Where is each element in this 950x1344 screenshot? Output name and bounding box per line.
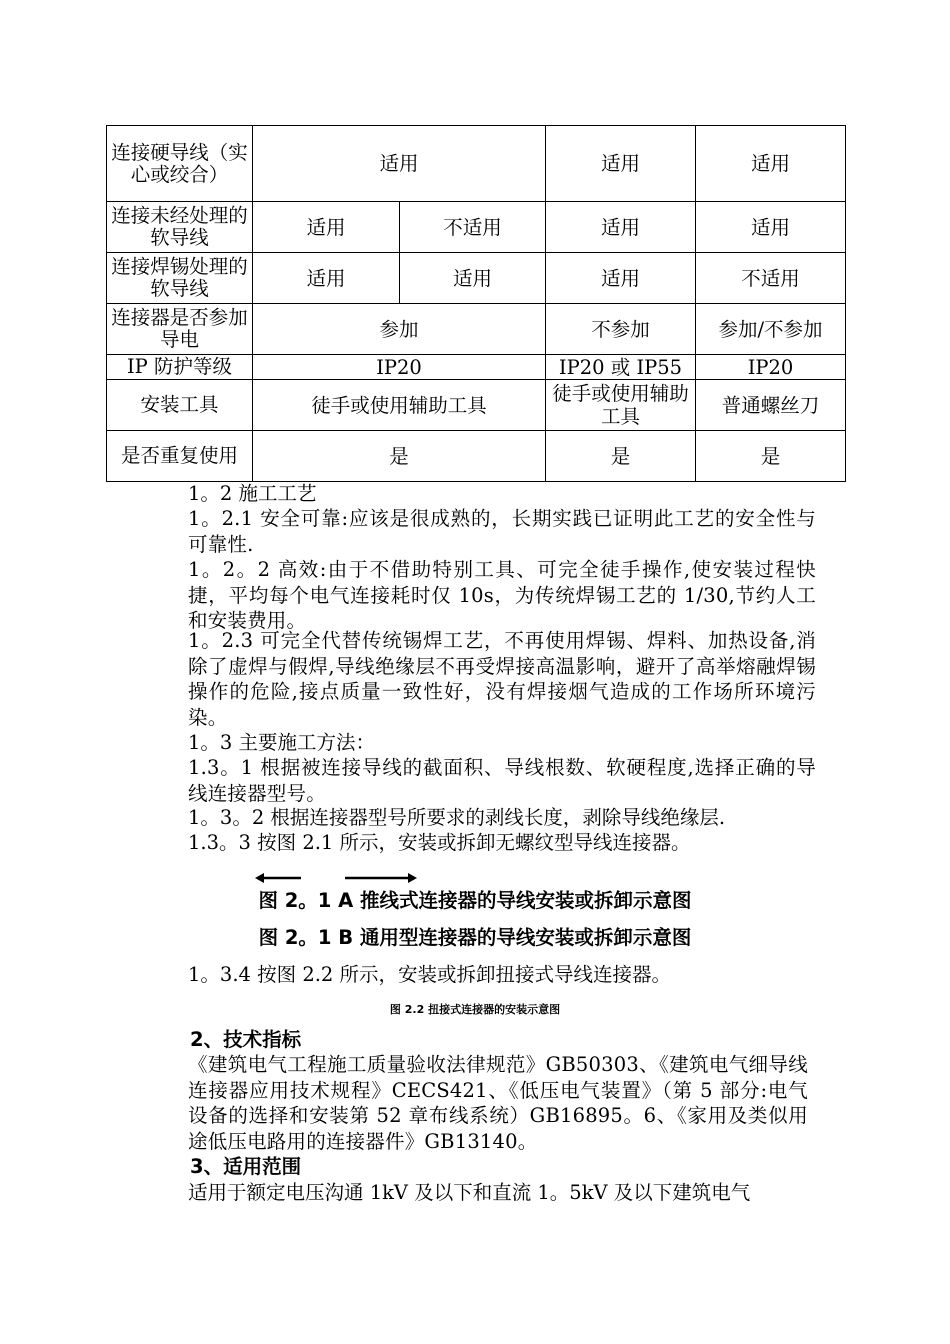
table-cell: 徒手或使用辅助工具	[253, 380, 546, 431]
table-row	[107, 304, 846, 355]
paragraph-1-2-1	[146, 506, 816, 557]
figure-caption-2-2: 图 2.2 扭接式连接器的安装示意图	[389, 1003, 561, 1016]
section-heading-1-3: 1。3 主要施工方法：	[188, 731, 376, 754]
paragraph-1-3-3: 1.3。3 按图 2.1 所示，安装或拆卸无螺纹型导线连接器。	[188, 831, 691, 854]
table-cell: 不参加	[546, 304, 696, 355]
table-cell: 适用	[253, 126, 546, 202]
paragraph-1-3-2: 1。3。2 根据连接器型号所要求的剥线长度，剥除导线绝缘层.	[188, 806, 726, 829]
table-cell: 是	[546, 431, 696, 482]
table-cell: 适用	[253, 253, 400, 304]
paragraph-2	[146, 1052, 808, 1154]
paragraph-1-3-4: 1。3.4 按图 2.2 所示，安装或拆卸扭接式导线连接器。	[188, 963, 672, 986]
table-cell: 适用	[696, 202, 846, 253]
table-cell: 参加	[253, 304, 546, 355]
paragraph-text: 1.3。1 根据被连接导线的截面积、导线根数、软硬程度,选择正确的导线连接器型号。	[188, 756, 816, 805]
table-cell: 适用	[696, 126, 846, 202]
table-cell: IP20	[696, 355, 846, 380]
paragraph-1-2-2	[146, 557, 816, 634]
paragraph-text: 1。2.3 可完全代替传统锡焊工艺，不再使用焊锡、焊料、加热设备,消除了虚焊与假焊,导线绝缘层不再受焊接高温影响，避开了高举熔融焊锡操作的危险,接点质量一致性好，没有焊接烟气造成的工作场所环境污染。	[188, 629, 816, 729]
table-cell: 适用	[546, 202, 696, 253]
table-cell: IP20	[253, 355, 546, 380]
table-cell: IP20 或 IP55	[546, 355, 696, 380]
table-row	[107, 253, 846, 304]
figure-caption-2-1-b: 图 2。1 B 通用型连接器的导线安装或拆卸示意图	[258, 926, 692, 949]
table-cell: 适用	[546, 253, 696, 304]
table-row	[107, 431, 846, 482]
table-cell: 不适用	[400, 202, 546, 253]
table-cell: 适用	[546, 126, 696, 202]
table-cell: 普通螺丝刀	[696, 380, 846, 431]
paragraph-text: 《建筑电气工程施工质量验收法律规范》GB50303、《建筑电气细导线连接器应用技术规程》CECS421、《低压电气装置》（第 5 部分:电气设备的选择和安装第 52 章布线系统）GB16895。6、《家用及类似用途低压电路用的连接器件》GB13140。	[188, 1053, 808, 1153]
paragraph-3: 适用于额定电压沟通 1kV 及以下和直流 1。5kV 及以下建筑电气	[188, 1181, 751, 1204]
table-cell: 适用	[253, 202, 400, 253]
table-cell: 不适用	[696, 253, 846, 304]
row-label: 安装工具	[107, 380, 253, 431]
section-heading-1-2: 1。2 施工工艺	[188, 482, 317, 505]
table-cell: 适用	[400, 253, 546, 304]
row-label: 是否重复使用	[107, 431, 253, 482]
section-heading-2: 2、技术指标	[190, 1028, 302, 1051]
section-heading-3: 3、适用范围	[190, 1155, 302, 1178]
paragraph-text: 1。2.1 安全可靠:应该是很成熟的，长期实践已证明此工艺的安全性与可靠性.	[188, 507, 816, 556]
table-cell: 参加/不参加	[696, 304, 846, 355]
table-row	[107, 126, 846, 202]
row-label: 连接器是否参加导电	[107, 304, 253, 355]
row-label: 连接焊锡处理的软导线	[107, 253, 253, 304]
table-row	[107, 355, 846, 380]
paragraph-text: 1。2。2 高效:由于不借助特别工具、可完全徒手操作,使安装过程快捷，平均每个电气连接耗时仅 10s，为传统焊锡工艺的 1/30,节约人工和安装费用。	[188, 558, 816, 632]
row-label: 连接硬导线（实心或绞合）	[107, 126, 253, 202]
table-cell: 徒手或使用辅助工具	[546, 380, 696, 431]
paragraph-1-3-1	[146, 755, 816, 806]
figure-caption-2-1-a: 图 2。1 A 推线式连接器的导线安装或拆卸示意图	[258, 889, 692, 912]
arrows-icon	[255, 870, 420, 886]
table-cell: 是	[253, 431, 546, 482]
table-row	[107, 380, 846, 431]
row-label: IP 防护等级	[107, 355, 253, 380]
table-row	[107, 202, 846, 253]
table-cell: 是	[696, 431, 846, 482]
comparison-table	[106, 125, 846, 482]
row-label: 连接未经处理的软导线	[107, 202, 253, 253]
paragraph-1-2-3	[146, 628, 816, 730]
